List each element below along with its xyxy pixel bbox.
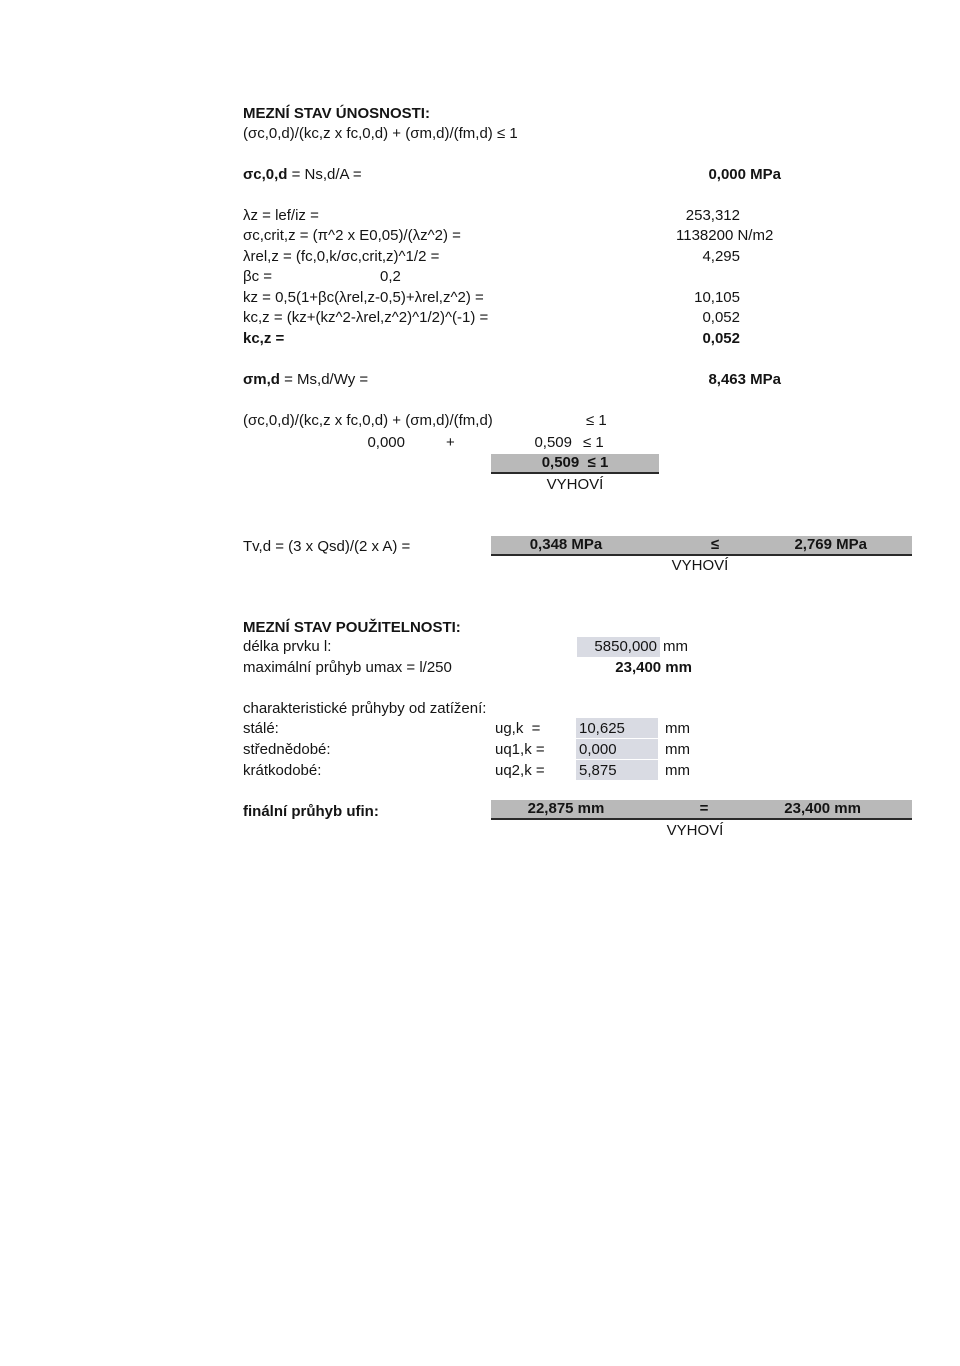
shear-sign: ≤ — [710, 536, 720, 553]
sigma-c-symbol: σc,0,d — [243, 166, 288, 183]
length-label: délka prvku l: — [243, 638, 332, 655]
length-value: 5850,000 — [594, 638, 657, 655]
check-expression: (σc,0,d)/(kc,z x fc,0,d) + (σm,d)/(fm,d) — [243, 412, 493, 429]
sigma-crit-value: 1138200 N/m2 — [676, 227, 774, 244]
lambda-z-label: λz = lef/iz = — [243, 207, 319, 224]
kz-value: 10,105 — [694, 289, 740, 306]
ugk-unit: mm — [665, 720, 690, 737]
check-term1: 0,000 — [367, 434, 405, 451]
permanent-label: stálé: — [243, 720, 279, 737]
final-deflection-limit: 23,400 mm — [784, 800, 861, 817]
shear-limit: 2,769 MPa — [794, 536, 867, 553]
umax-value: 23,400 mm — [615, 659, 692, 676]
sigma-m-symbol: σm,d — [243, 371, 280, 388]
short-term-label: krátkodobé: — [243, 762, 322, 779]
final-deflection-sign: = — [699, 800, 709, 817]
sigma-c-value: 0,000 MPa — [708, 166, 781, 183]
umax-label: maximální průhyb umax = l/250 — [243, 659, 452, 676]
check-term2: 0,509 — [534, 434, 572, 451]
ugk-value: 10,625 — [579, 720, 625, 737]
kcz-formula-label: kc,z = (kz+(kz^2-λrel,z^2)^1/2)^(-1) = — [243, 309, 489, 326]
sigma-m-value: 8,463 MPa — [708, 371, 781, 388]
check-le1b: ≤ 1 — [583, 434, 604, 451]
sigma-m-label — [243, 371, 368, 389]
final-deflection-value: 22,875 mm — [527, 800, 605, 817]
uq2k-value: 5,875 — [579, 762, 617, 779]
kcz-formula-value: 0,052 — [702, 309, 740, 326]
check-plus: + — [446, 434, 455, 451]
uq2k-symbol: uq2,k = — [495, 762, 545, 779]
char-deflections-heading: charakteristické průhyby od zatížení: — [243, 700, 487, 717]
kcz-label: kc,z = — [243, 330, 285, 347]
lambda-rel-label: λrel,z = (fc,0,k/σc,crit,z)^1/2 = — [243, 248, 440, 265]
check-result: 0,509 ≤ 1 — [541, 454, 609, 471]
kcz-value: 0,052 — [702, 330, 740, 347]
shear-label: Tv,d = (3 x Qsd)/(2 x A) = — [243, 538, 411, 555]
sigma-c-label — [243, 166, 362, 184]
uls-condition: (σc,0,d)/(kc,z x fc,0,d) + (σm,d)/(fm,d) ≤ 1 — [243, 125, 518, 142]
shear-value: 0,348 MPa — [529, 536, 603, 553]
uq1k-symbol: uq1,k = — [495, 741, 545, 758]
check-le1: ≤ 1 — [586, 412, 607, 429]
beta-c-label: βc = — [243, 268, 273, 285]
sigma-m-formula: = Ms,d/Wy = — [279, 371, 369, 388]
medium-term-label: střednědobé: — [243, 741, 331, 758]
shear-verdict: VYHOVÍ — [671, 557, 729, 574]
sigma-crit-label: σc,crit,z = (π^2 x E0,05)/(λz^2) = — [243, 227, 461, 244]
ugk-symbol: ug,k = — [495, 720, 541, 737]
uq2k-unit: mm — [665, 762, 690, 779]
uls-heading: MEZNÍ STAV ÚNOSNOSTI: — [243, 105, 430, 122]
lambda-z-value: 253,312 — [685, 207, 740, 224]
sls-heading: MEZNÍ STAV POUŽITELNOSTI: — [243, 619, 461, 636]
uq1k-value: 0,000 — [579, 741, 617, 758]
kz-label: kz = 0,5(1+βc(λrel,z-0,5)+λrel,z^2) = — [243, 289, 484, 306]
sigma-c-formula: = Ns,d/A = — [287, 166, 362, 183]
check-verdict: VYHOVÍ — [546, 476, 604, 493]
uq1k-unit: mm — [665, 741, 690, 758]
lambda-rel-value: 4,295 — [702, 248, 740, 265]
final-deflection-verdict: VYHOVÍ — [666, 822, 724, 839]
beta-c-value: 0,2 — [380, 268, 401, 285]
length-unit: mm — [663, 638, 688, 655]
final-deflection-label: finální průhyb ufin: — [243, 803, 379, 820]
